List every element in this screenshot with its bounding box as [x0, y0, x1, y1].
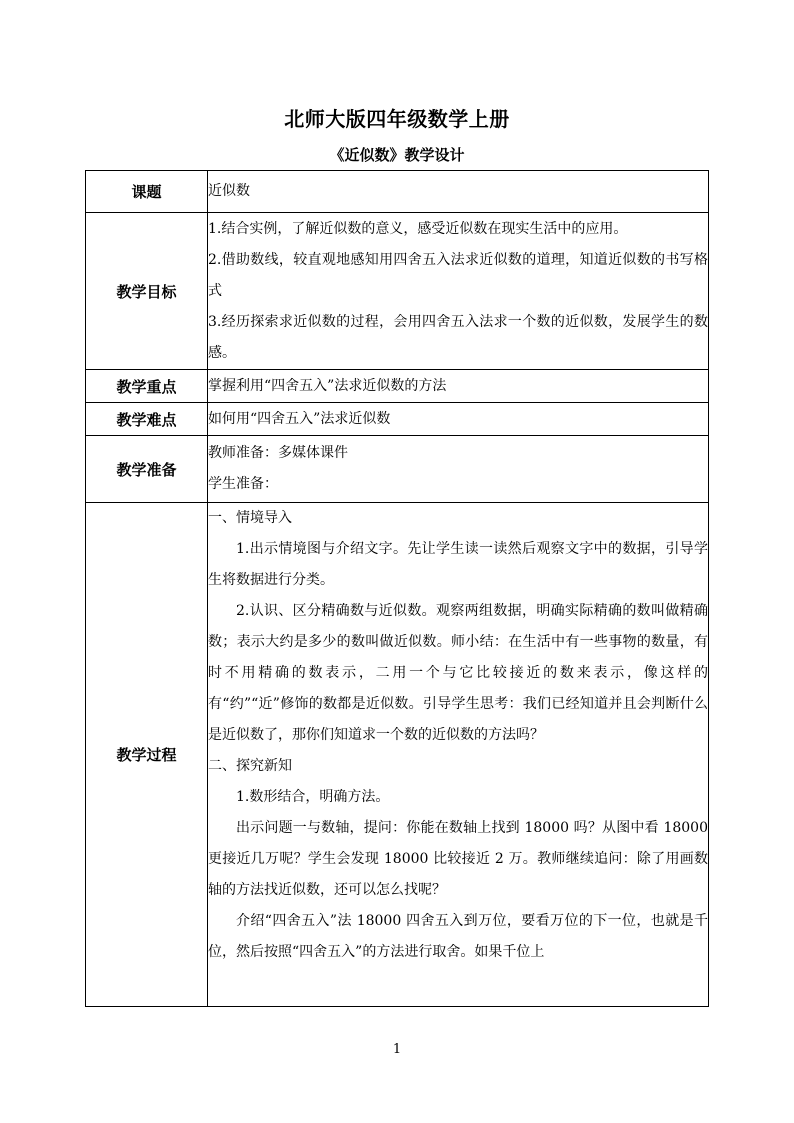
paragraph: 1.数形结合，明确方法。: [236, 789, 390, 805]
goals-content: [208, 213, 709, 370]
process-label: 教学过程: [86, 503, 208, 1007]
paragraph: 出示问题一与数轴，提问：你能在数轴上找到 18000 吗？从图中看 18000 更接近几万呢？学生会发现 18000 比较接近 2 万。教师继续追问：除了用画数轴的方法找近似数，还可以怎么找呢？: [208, 820, 708, 898]
goal-item: 3.经历探索求近似数的过程，会用四舍五入法求一个数的近似数，发展学生的数感。: [208, 313, 708, 361]
topic-label: 课题: [86, 171, 208, 213]
table-row-key-point: [86, 370, 709, 403]
section-heading: 二、探究新知: [208, 758, 292, 774]
student-preparation: 学生准备：: [208, 476, 278, 492]
topic-value: 近似数: [208, 171, 709, 213]
table-row-difficulty: [86, 403, 709, 436]
process-content: [208, 503, 709, 1007]
section-heading: 一、情境导入: [208, 510, 292, 526]
document-subtitle: 《近似数》教学设计: [329, 146, 465, 164]
table-row-goals: [86, 213, 709, 370]
key-point-label: 教学重点: [86, 370, 208, 403]
goal-item: 2.借助数线，较直观地感知用四舍五入法求近似数的道理，知道近似数的书写格式: [208, 251, 708, 299]
table-row-process: [86, 503, 709, 1007]
paragraph: 1.出示情境图与介绍文字。先让学生读一读然后观察文字中的数据，引导学生将数据进行分类。: [208, 541, 708, 588]
lesson-plan-table: [85, 170, 709, 1007]
goals-label: 教学目标: [86, 213, 208, 370]
table-row-preparation: [86, 436, 709, 503]
paragraph: 介绍“四舍五入”法 18000 四舍五入到万位，要看万位的下一位，也就是千位，然后按照“四舍五入”的方法进行取舍。如果千位上: [208, 913, 708, 960]
goal-item: 1.结合实例，了解近似数的意义，感受近似数在现实生活中的应用。: [208, 220, 628, 237]
page-number: 1: [392, 1042, 402, 1057]
teacher-preparation: 教师准备：多媒体课件: [208, 445, 348, 461]
table-row-topic: [86, 171, 709, 213]
key-point-value: 掌握利用“四舍五入”法求近似数的方法: [208, 370, 709, 403]
difficulty-value: 如何用“四舍五入”法求近似数: [208, 403, 709, 436]
preparation-content: [208, 436, 709, 503]
paragraph: 2.认识、区分精确数与近似数。观察两组数据，明确实际精确的数叫做精确数；表示大约是多少的数叫做近似数。师小结：在生活中有一些事物的数量，有时不用精确的数表示，二用一个与它比较接近的数来表示，像这样的有“约”“近”修饰的数都是近似数。引导学生思考：我们已经知道并且会判断什么是近似数了，那你们知道求一个数的近似数的方法吗？: [208, 603, 708, 743]
preparation-label: 教学准备: [86, 436, 208, 503]
document-title: 北师大版四年级数学上册: [284, 107, 510, 131]
difficulty-label: 教学难点: [86, 403, 208, 436]
